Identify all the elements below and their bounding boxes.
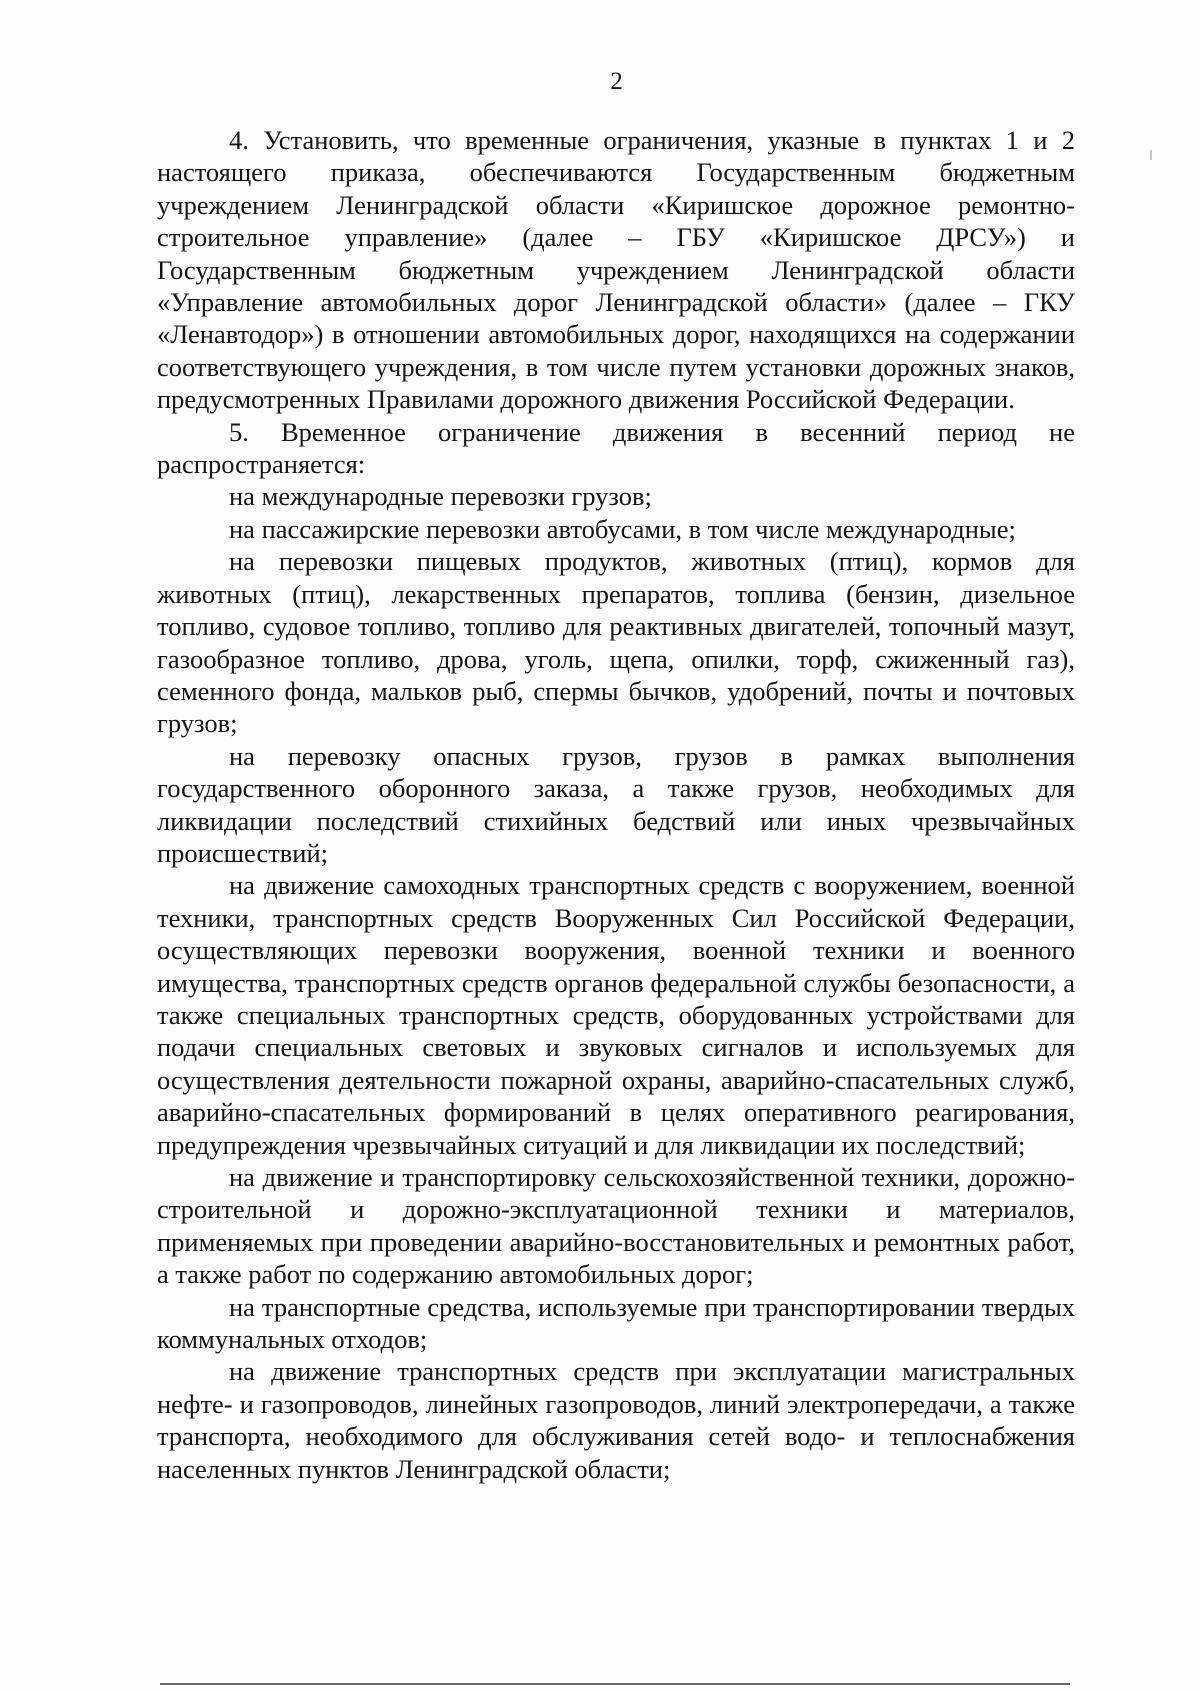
exemption-pipelines-utilities: на движение транспортных средств при эксплуатации магистральных нефте- и газопроводов, линейных газопроводов, линий электропередачи, а также транспорта, необходимого для обслуживания сетей водо- и теплоснабжения населенных пунктов Ленинградской области; bbox=[157, 1356, 1075, 1484]
document-body bbox=[157, 124, 1075, 1485]
paragraph-5-exemptions-intro: 5. Временное ограничение движения в весенний период не распространяется: bbox=[157, 416, 1075, 480]
exemption-military-special-vehicles: на движение самоходных транспортных средств с вооружением, военной техники, транспортных средств Вооруженных Сил Российской Федерации, осуществляющих перевозки вооружения, военной техники и военного имущества, транспортных средств органов федеральной службы безопасности, а также специальных транспортных средств, оборудованных устройствами для подачи специальных световых и звуковых сигналов и используемых для осуществления деятельности пожарной охраны, аварийно-спасательных служб, аварийно-спасательных формирований в целях оперативного реагирования, предупреждения чрезвычайных ситуаций и для ликвидации их последствий; bbox=[157, 870, 1075, 1160]
exemption-passenger-buses: на пассажирские перевозки автобусами, в том числе международные; bbox=[229, 513, 1016, 544]
bottom-divider-line bbox=[160, 1683, 1070, 1685]
exemption-agricultural-road-machinery: на движение и транспортировку сельскохозяйственной техники, дорожно-строительной и дорожно-эксплуатационной техники и материалов, применяемых при проведении аварийно-восстановительных и ремонтных работ, а также работ по содержанию автомобильных дорог; bbox=[157, 1162, 1075, 1290]
paragraph-4-responsible-institutions: 4. Установить, что временные ограничения, указные в пунктах 1 и 2 настоящего приказа, обеспечиваются Государственным бюджетным учреждением Ленинградской области «Киришское дорожное ремонтно-строительное управление» (далее – ГБУ «Киришское ДРСУ») и Государственным бюджетным учреждением Ленинградской области «Управление автомобильных дорог Ленинградской области» (далее – ГКУ «Ленавтодор») в отношении автомобильных дорог, находящихся на содержании соответствующего учреждения, в том числе путем установки дорожных знаков, предусмотренных Правилами дорожного движения Российской Федерации. bbox=[157, 125, 1075, 415]
page-number: 2 bbox=[610, 68, 623, 95]
exemption-international-cargo: на международные перевозки грузов; bbox=[229, 481, 652, 512]
scan-artifact bbox=[1150, 150, 1152, 160]
exemption-dangerous-defense-cargo: на перевозку опасных грузов, грузов в рамках выполнения государственного оборонного заказа, а также грузов, необходимых для ликвидации последствий стихийных бедствий или иных чрезвычайных происшествий; bbox=[157, 740, 1075, 868]
exemption-solid-waste-transport: на транспортные средства, используемые при транспортировании твердых коммунальных отходов; bbox=[157, 1291, 1075, 1355]
exemption-food-fuel-mail: на перевозки пищевых продуктов, животных (птиц), кормов для животных (птиц), лекарственных препаратов, топлива (бензин, дизельное топливо, судовое топливо, топливо для реактивных двигателей, топочный мазут, газообразное топливо, дрова, уголь, щепа, опилки, торф, сжиженный газ), семенного фонда, мальков рыб, спермы бычков, удобрений, почты и почтовых грузов; bbox=[157, 546, 1075, 739]
